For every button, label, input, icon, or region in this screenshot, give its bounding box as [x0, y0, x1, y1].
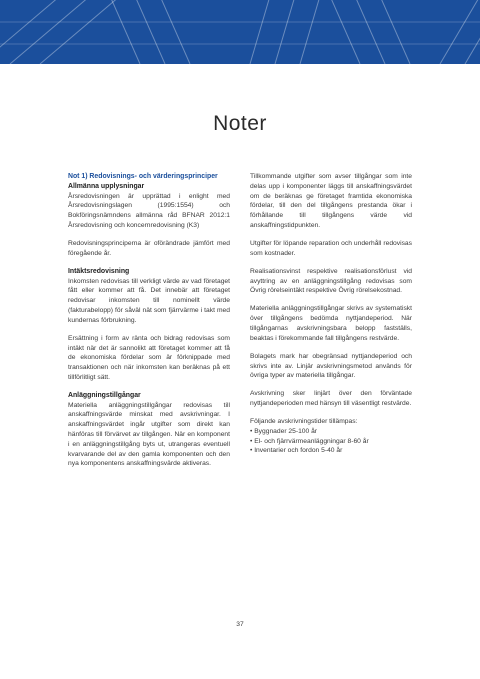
- assets-paragraph: Materiella anläggningstillgångar redovisas till anskaffningsvärde minskat med avskrivningar. I anskaffningsvärdet ingår utgifter som direkt kan hänföras till förvärvet av tillgången. När en komponent i en anläggningstillgång byts ut, utrangeras eventuell kvarvarande del av den gamla komponenten och den nya komponentens anskaffningsvärde aktiveras.: [68, 401, 230, 468]
- list-item: • Inventarier och fordon 5-40 år: [250, 446, 412, 456]
- repairs-paragraph: Utgifter för löpande reparation och underhåll redovisas som kostnader.: [250, 239, 412, 257]
- periods-list: [250, 427, 412, 456]
- revenue-paragraph: Inkomsten redovisas till verkligt värde av vad företaget fått eller kommer att få. Det innebär att företaget redovisar inkomsten till nominellt värde (fakturabelopp) för såväl nät som fjärrvärme i takt med kundernas förbrukning.: [68, 277, 230, 324]
- compensation-paragraph: Ersättning i form av ränta och bidrag redovisas som intäkt när det är sannolikt att företaget kommer att få de ekonomiska fördelar som är förknippade med transaktionen och när inkomsten kan beräknas på ett tillförlitligt sätt.: [68, 334, 230, 381]
- list-item: • Byggnader 25-100 år: [250, 427, 412, 437]
- header-band: [0, 0, 480, 64]
- left-column: [68, 172, 230, 477]
- periods-intro: Följande avskrivningstider tillämpas:: [250, 418, 358, 426]
- right-column: [250, 172, 412, 456]
- general-paragraph: Årsredovisningen är upprättad i enlight med Årsredovisningslagen (1995:1554) och Bokföringsnämndens allmänna råd BFNAR 2012:1 Årsredovisning och koncernredovisning (K3): [68, 192, 230, 229]
- realisation-paragraph: Realisationsvinst respektive realisationsförlust vid avyttring av en anläggningstillgång redovisas som Övrig rörelseintäkt respektive Övrig rörelsekostnad.: [250, 267, 412, 295]
- list-item: • El- och fjärrvärmeanläggningar 8-60 år: [250, 437, 412, 447]
- revenue-heading: Intäktsredovisning: [68, 267, 130, 275]
- linear-paragraph: Avskrivning sker linjärt över den förväntade nyttjandeperioden med hänsyn till väsentligt restvärde.: [250, 390, 412, 408]
- section-heading: Not 1) Redovisnings- och värderingsprinciper: [68, 173, 218, 180]
- additional-expenses-paragraph: Tillkommande utgifter som avser tillgångar som inte delas upp i komponenter läggs till anskaffningsvärdet om de beräknas ge företaget framtida ekonomiska fördelar, till den del tillgångens prestanda ökar i förhållande till tillgångens värde vid anskaffningstidpunkten.: [250, 173, 412, 229]
- page-title: Noter: [213, 112, 267, 135]
- assets-heading: Anläggningstillgångar: [68, 391, 141, 399]
- page-number: 37: [236, 621, 244, 628]
- header-line-pattern: [0, 0, 480, 64]
- land-paragraph: Bolagets mark har obegränsad nyttjandeperiod och skrivs inte av. Linjär avskrivningsmetod används för övriga typer av materiella tillgångar.: [250, 352, 412, 380]
- depreciation-paragraph: Materiella anläggningstillgångar skrivs av systematiskt över tillgångens bedömda nyttjandeperiod. När tillgångarnas avskrivningsbara belopp fastställs, beaktas i förekommande fall tillgångens restvärde.: [250, 305, 412, 342]
- general-heading: Allmänna upplysningar: [68, 182, 145, 190]
- principles-paragraph: Redovisningsprinciperna är oförändrade jämfört med föregående år.: [68, 239, 230, 257]
